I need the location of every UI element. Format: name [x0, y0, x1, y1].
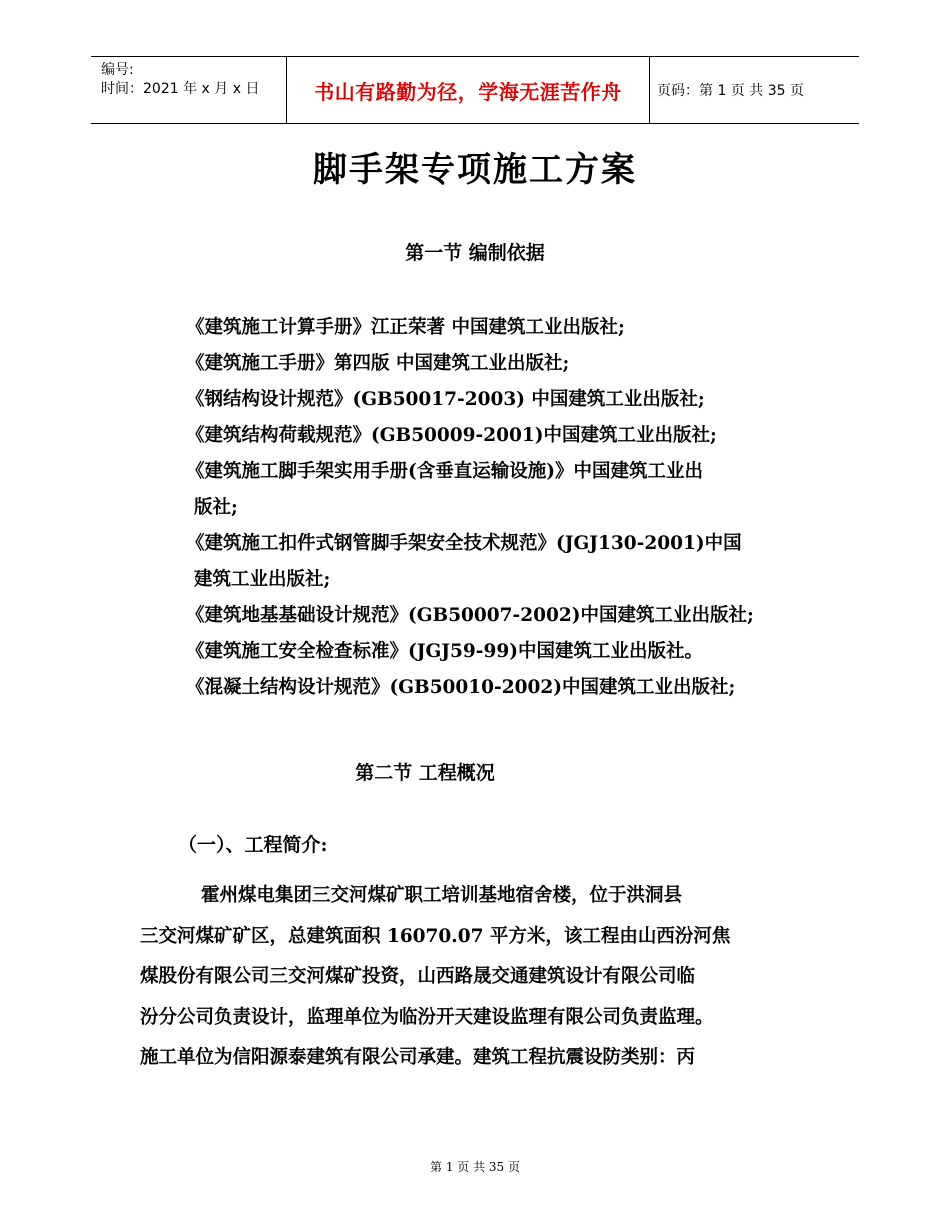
project-intro-paragraph: [140, 876, 830, 1079]
reference-item: 《混凝土结构设计规范》(GB50010-2002)中国建筑工业出版社;: [186, 677, 736, 698]
reference-item-continuation: 建筑工业出版社;: [194, 569, 331, 590]
paragraph-line: 霍州煤电集团三交河煤矿职工培训基地宿舍楼，位于洪洞县: [201, 885, 683, 906]
section-heading-overview: 第二节 工程概况: [355, 762, 495, 784]
reference-item: 《建筑地基基础设计规范》(GB50007-2002)中国建筑工业出版社;: [186, 605, 754, 626]
number-label: 编号:: [101, 62, 134, 78]
page-header: [91, 56, 859, 124]
reference-item: 《建筑施工安全检查标准》(JGJ59-99)中国建筑工业出版社。: [186, 641, 703, 662]
reference-item: 《建筑施工扣件式钢管脚手架安全技术规范》(JGJ130-2001)中国: [186, 533, 742, 554]
reference-item-continuation: 版社;: [194, 497, 238, 518]
header-meta: [101, 61, 291, 99]
paragraph-line: 施工单位为信阳源泰建筑有限公司承建。建筑工程抗震设防类别：丙: [140, 1047, 696, 1068]
header-motto: 书山有路勤为径，学海无涯苦作舟: [286, 57, 650, 123]
paragraph-line: 煤股份有限公司三交河煤矿投资，山西路晟交通建筑设计有限公司临: [140, 966, 696, 987]
reference-item: 《建筑施工计算手册》江正荣著 中国建筑工业出版社;: [186, 317, 625, 338]
document-title: 脚手架专项施工方案: [313, 150, 637, 190]
paragraph-line: 汾分公司负责设计，监理单位为临汾开天建设监理有限公司负责监理。: [140, 1006, 714, 1028]
reference-item: 《建筑施工手册》第四版 中国建筑工业出版社;: [186, 353, 570, 374]
paragraph-line: 三交河煤矿矿区，总建筑面积 16070.07 平方米，该工程由山西汾河焦: [140, 925, 731, 947]
subheading-project-intro: （一）、工程简介:: [178, 834, 328, 856]
reference-item: 《建筑结构荷载规范》(GB50009-2001)中国建筑工业出版社;: [186, 425, 717, 446]
header-page-info: 页码：第 1 页 共 35 页: [657, 83, 804, 99]
reference-list: [186, 310, 826, 706]
reference-item: 《钢结构设计规范》(GB50017-2003) 中国建筑工业出版社;: [186, 389, 705, 410]
reference-item: 《建筑施工脚手架实用手册(含垂直运输设施)》中国建筑工业出: [186, 461, 704, 482]
time-label: 时间：2021 年 x 月 x 日: [101, 81, 260, 97]
section-heading-basis: 第一节 编制依据: [405, 242, 545, 264]
page-footer: 第 1 页 共 35 页: [430, 1160, 520, 1174]
